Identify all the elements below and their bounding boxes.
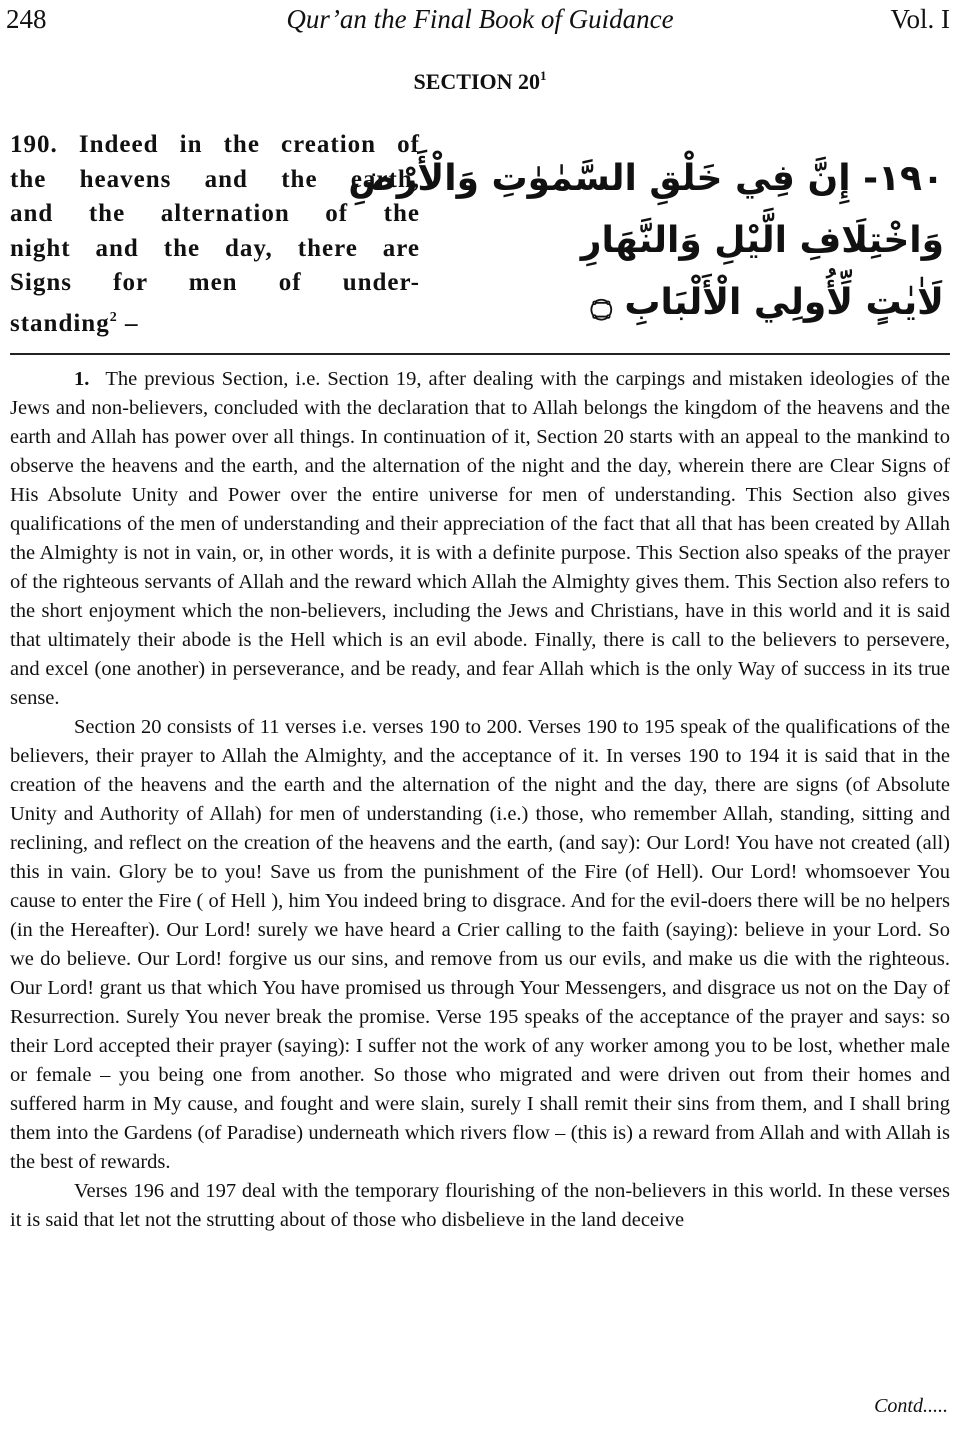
arabic-line: وَاخْتِلَافِ الَّيْلِ وَالنَّهَارِ xyxy=(580,220,944,261)
verse-line: and the alternation of the xyxy=(10,200,420,227)
arabic-line: لَاٰيٰتٍ لِّأُولِي الْأَلْبَابِ ۝ xyxy=(590,282,944,323)
verse-line: night and the day, there are xyxy=(10,234,420,262)
verse-line: Signs for men of under- xyxy=(10,269,420,296)
page-number: 248 xyxy=(6,4,47,34)
volume-label: Vol. I xyxy=(890,4,950,34)
footnote-number: 1. xyxy=(74,368,90,390)
arabic-line: ١٩٠- إِنَّ فِي خَلْقِ السَّمٰوٰتِ وَالْأَرْضِ xyxy=(348,158,944,199)
section-title: SECTION 20 xyxy=(413,69,541,94)
verse-last-word: standing xyxy=(10,309,110,337)
section-heading xyxy=(0,68,960,95)
verse-last-line xyxy=(10,301,420,342)
footnote-divider xyxy=(10,353,950,355)
running-title: Qur’an the Final Book of Guidance xyxy=(286,4,674,34)
commentary xyxy=(10,365,950,1235)
paragraph-text: The previous Section, i.e. Section 19, after dealing with the carpings and mistaken ideologies of the Jews and non-believers, concluded with the declaration that to Allah belongs the kingdom of the heavens and the earth and Allah has power over all things. In continuation of it, Section 20 starts with an appeal to the mankind to observe the heavens and the earth, and the alternation of the night and the day, wherein there are Clear Signs of His Absolute Unity and Power over the entire universe for men of understanding. This Section also gives qualifications of the men of understanding and their appreciation of the fact that all that has been created by Allah the Almighty is not in vain, or, in other words, it is with a definite purpose. This Section also speaks of the prayer of the righteous servants of Allah and the reward which Allah the Almighty gives them. This Section also refers to the short enjoyment which the non-believers, including the Jews and Christians, have in this world and it is said that ultimately their abode is the Hell which is an evil abode. Finally, there is call to the believers to persevere, and excel (one another) in perseverance, and be ready, and fear Allah which is the only Way of success in its true sense. xyxy=(10,368,950,709)
verse-last-suffix: – xyxy=(117,309,139,337)
commentary-paragraph: Verses 196 and 197 deal with the temporary flourishing of the non-believers in this world. In these verses it is said that let not the strutting about of those who disbelieve in the land deceive xyxy=(10,1180,950,1231)
page-header xyxy=(0,2,960,38)
continued-label: Contd..... xyxy=(874,1395,948,1417)
verse-line: the heavens and the earth, xyxy=(10,165,420,193)
verse-line: 190. Indeed in the creation of xyxy=(10,131,420,158)
verse-arabic xyxy=(348,148,944,334)
commentary-paragraph: Section 20 consists of 11 verses i.e. verses 190 to 200. Verses 190 to 195 speak of the qualifications of the believers, their prayer to Allah the Almighty, and the acceptance of it. In verses 190 to 194 it is said that in the creation of the heavens and the earth and the alternation of the night and the day, there are signs (of Absolute Unity and Authority of Allah) for men of understanding (i.e.) those, who remember Allah, standing, sitting and reclining, and reflect on the creation of the heavens and the earth, (and say): Our Lord! You have not created (all) this in vain. Glory be to you! Save us from the punishment of the Fire (of Hell). Our Lord! whomsoever You cause to enter the Fire ( of Hell ), him You indeed bring to disgrace. And for the evil-doers there will be no helpers (in the Hereafter). Our Lord! surely we have heard a Crier calling to the faith (saying): believe in your Lord. So we do believe. Our Lord! forgive us our sins, and remove from us our evils, and make us die with the righteous. Our Lord! grant us that which You have promised us through Your Messengers, and disgrace us not on the Day of Resurrection. Surely You never break the promise. Verse 195 speaks of the acceptance of the prayer and says: so their Lord accepted their prayer (saying): I suffer not the work of any worker among you to be lost, whether male or female – you being one from another. So those who migrated and were driven out from their homes and suffered harm in My cause, and fought and were slain, surely I shall remit their sins from them, and I shall bring them into the Gardens (of Paradise) underneath which rivers flow – (this is) a reward from Allah and with Allah is the best of rewards. xyxy=(10,716,950,1173)
footnote-ref: 2 xyxy=(109,309,118,325)
commentary-paragraph xyxy=(10,365,950,713)
footnote-ref: 1 xyxy=(540,68,547,83)
